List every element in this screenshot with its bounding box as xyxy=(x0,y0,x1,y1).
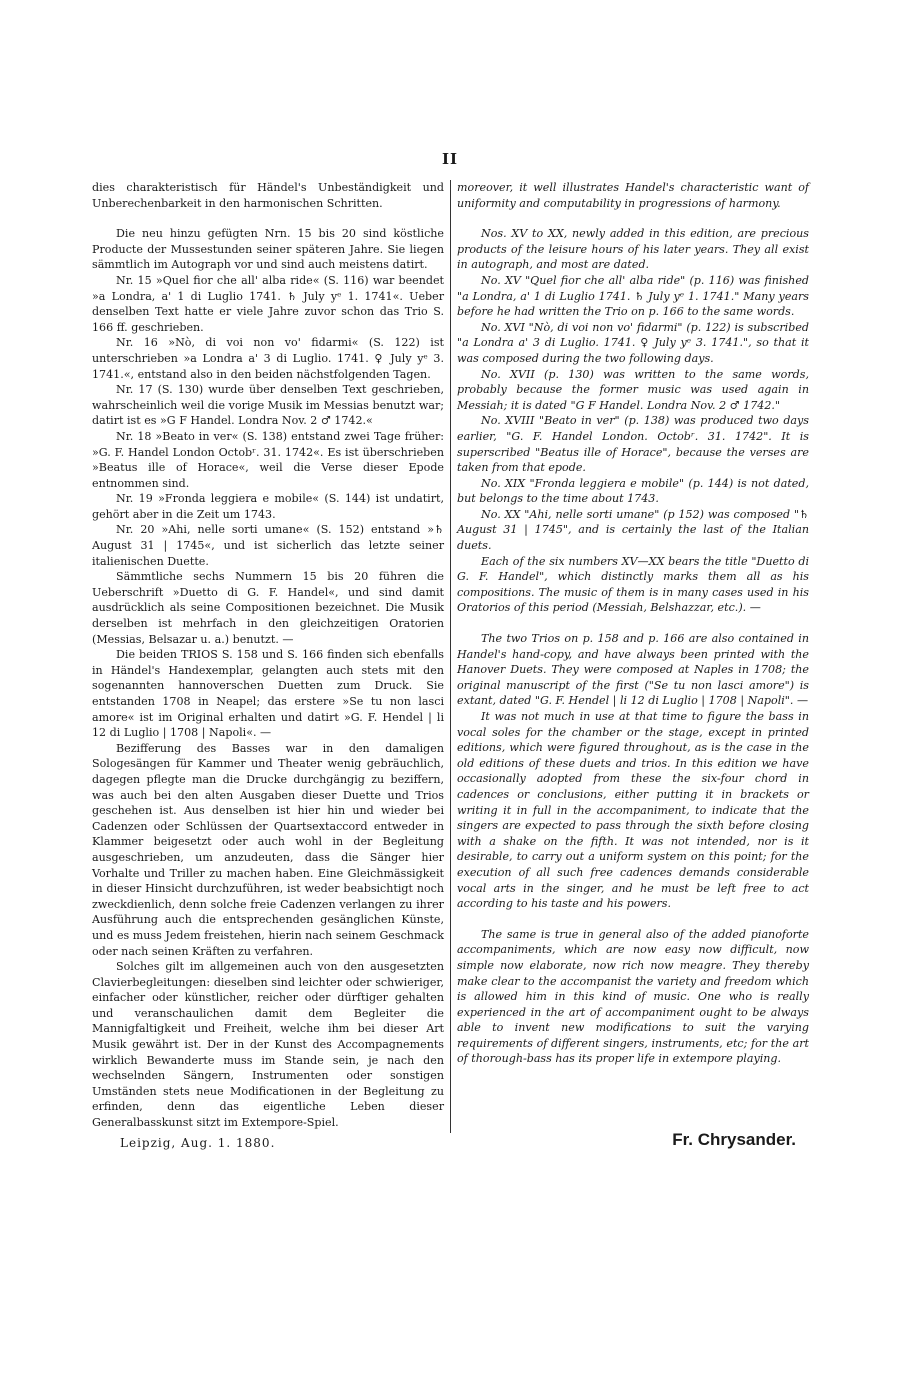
paragraph: dies charakteristisch für Händel's Unbeständigkeit und Unberechenbarkeit in den harmonischen Schritten. xyxy=(92,181,444,210)
paragraph: No. XV "Quel fior che all' alba ride" (p. 116) was finished "a Londra, a' 1 di Luglio 1741. ♄ July yᵉ 1. 1741." Many years before he had written the Trio on p. 166 to the same words. xyxy=(457,273,809,319)
paragraph: Bezifferung des Basses war in den damaligen Sologesängen für Kammer und Theater wenig gebräuchlich, dagegen pflegte man die Drucke durchgängig zu beziffern, was auch bei den alten Ausgaben dieser Duette und Trios geschehen ist. Aus denselben ist hier hin und wieder bei Cadenzen oder Schlüssen der Quartsextaccord entweder in Klammer beigesetzt oder auch wohl in der Begleitung ausgeschrieben, um anzudeuten, dass die Sänger hier Vorhalte und Triller zu machen haben. Eine Gleichmässigkeit in dieser Hinsicht durchzuführen, ist weder beabsichtigt noch zweckdienlich, denn solche freie Cadenzen verlangen zu ihrer Ausführung auch die entsprechenden gesänglichen Künste, und es muss Jedem freistehen, hierin nach seinem Geschmack oder nach seinen Kräften zu verfahren. xyxy=(92,741,444,958)
paragraph: It was not much in use at that time to figure the bass in vocal soles for the chamber or the stage, except in printed editions, which were figured throughout, as is the case in the old editions of these duets and trios. In this edition we have occasionally adopted from these the six-four chord in cadences or conclusions, either putting it in brackets or writing it in full in the accompaniment, to indicate that the singers are expected to pass through the sixth before closing with a shake on the fifth. It was not intended, nor is it desirable, to carry out a uniform system on this point; for the execution of all such free cadences demands considerable vocal arts in the singer, and he must be left free to act according to his taste and his powers. xyxy=(457,710,809,911)
paragraph: No. XVII (p. 130) was written to the same words, probably because the former music was used again in Messiah; it is dated "G F Handel. Londra Nov. 2 ♂ 1742." xyxy=(457,367,809,412)
paragraph: Nr. 19 »Fronda leggiera e mobile« (S. 144) ist undatirt, gehört aber in die Zeit um 1743. xyxy=(92,492,444,521)
paragraph: Nr. 16 »Nò, di voi non vo' fidarmi« (S. 122) ist unterschrieben »a Londra a' 3 di Luglio. 1741. ♀ July yᵉ 3. 1741.«, entstand also in den beiden nächstfolgenden Tagen. xyxy=(92,336,444,381)
place-date-line: Leipzig, Aug. 1. 1880. xyxy=(120,1136,276,1150)
paragraph: Nos. XV to XX, newly added in this edition, are precious products of the leisure hours of his later years. They all exist in autograph, and most are dated. xyxy=(457,227,809,272)
paragraph: Nr. 18 »Beato in ver« (S. 138) entstand zwei Tage früher: »G. F. Handel London Octobʳ. 31. 1742«. Es ist überschrieben »Beatus ille of Horace«, weil die Verse dieser Epode entnommen sind. xyxy=(92,429,444,490)
paragraph: Each of the six numbers XV—XX bears the title "Duetto di G. F. Handel", which distinctly marks them all as his compositions. The music of them is in many cases used in his Oratorios of this period (Messiah, Belshazzar, etc.). — xyxy=(457,554,809,615)
paragraph: No. XX "Ahi, nelle sorti umane" (p 152) was composed "♄ August 31 | 1745", and is certainly the last of the Italian duets. xyxy=(457,507,809,553)
paragraph: No. XVI "Nò, di voi non vo' fidarmi" (p. 122) is subscribed "a Londra a' 3 di Luglio. 1741. ♀ July yᵉ 3. 1741.", so that it was composed during the two following days. xyxy=(457,320,809,365)
paragraph: The two Trios on p. 158 and p. 166 are also contained in Handel's hand-copy, and have always been printed with the Hanover Duets. They were composed at Naples in 1708; the original manuscript of the first ("Se tu non lasci amore") is extant, dated "G. F. Hendel | li 12 di Luglio | 1708 | Napoli". — xyxy=(457,632,809,708)
paragraph: Nr. 15 »Quel fior che all' alba ride« (S. 116) war beendet »a Londra, a' 1 di Luglio 1741. ♄ July yᵉ 1. 1741«. Ueber denselben Text hatte er viele Jahre zuvor schon das Trio S. 166 ff. geschrieben. xyxy=(92,273,444,334)
paragraph: Nr. 20 »Ahi, nelle sorti umane« (S. 152) entstand »♄ August 31 | 1745«, und ist sicherlich das letzte seiner italienischen Duette. xyxy=(92,523,444,568)
page-number: II xyxy=(441,150,459,168)
english-text-column xyxy=(457,180,809,1067)
paragraph: Nr. 17 (S. 130) wurde über denselben Text geschrieben, wahrscheinlich weil die vorige Musik im Messias benutzt war; datirt ist es »G F Handel. Londra Nov. 2 ♂ 1742.« xyxy=(92,383,444,428)
paragraph: Die beiden TRIOS S. 158 und S. 166 finden sich ebenfalls in Händel's Handexemplar, gelangten auch stets mit den sogenannten hannoverschen Duetten zum Druck. Sie entstanden 1708 in Neapel; das erstere »Se tu non lasci amore« ist im Original erhalten und datirt »G. F. Hendel | li 12 di Luglio | 1708 | Napoli«. — xyxy=(92,648,444,740)
german-text-column xyxy=(92,180,444,1131)
paragraph: No. XVIII "Beato in ver" (p. 138) was produced two days earlier, "G. F. Handel London. Octobʳ. 31. 1742". It is superscribed "Beatus ille of Horace", because the verses are taken from that epode. xyxy=(457,414,809,475)
column-divider xyxy=(450,180,451,1133)
paragraph: moreover, it well illustrates Handel's characteristic want of uniformity and computability in progressions of harmony. xyxy=(457,181,809,210)
signature: Fr. Chrysander. xyxy=(672,1130,796,1149)
paragraph: Die neu hinzu gefügten Nrn. 15 bis 20 sind köstliche Producte der Mussestunden seiner späteren Jahre. Sie liegen sämmtlich im Autograph vor und sind auch meistens datirt. xyxy=(92,227,444,272)
paragraph: Sämmtliche sechs Nummern 15 bis 20 führen die Ueberschrift »Duetto di G. F. Handel«, und sind damit ausdrücklich als seine Compositionen bezeichnet. Die Musik derselben ist mehrfach in den gleichzeitigen Oratorien (Messias, Belsazar u. a.) benutzt. — xyxy=(92,570,444,646)
paragraph: No. XIX "Fronda leggiera e mobile" (p. 144) is not dated, but belongs to the time about 1743. xyxy=(457,476,809,506)
paragraph: Solches gilt im allgemeinen auch von den ausgesetzten Clavierbegleitungen: dieselben sind leichter oder schwieriger, einfacher oder künstlicher, reicher oder dürftiger gehalten und veranschaulichen damit dem Begleiter die Mannigfaltigkeit und Freiheit, welche ihm bei dieser Art Musik gewährt ist. Der in der Kunst des Accompagnements wirklich Bewanderte muss im Stande sein, je nach den wechselnden Sängern, Instrumenten oder sonstigen Umständen stets neue Modificationen in der Begleitung zu erfinden, denn das eigentliche Leben dieser Generalbasskunst sitzt im Extempore-Spiel. xyxy=(92,960,444,1130)
paragraph: The same is true in general also of the added pianoforte accompaniments, which are now easy now difficult, now simple now elaborate, now rich now meagre. They thereby make clear to the accompanist the variety and freedom which is allowed him in this kind of music. One who is really experienced in the art of accompaniment ought to be always able to invent new modifications to suit the varying requirements of different singers, instruments, etc; for the art of thorough-bass has its proper life in extempore playing. xyxy=(457,927,809,1066)
